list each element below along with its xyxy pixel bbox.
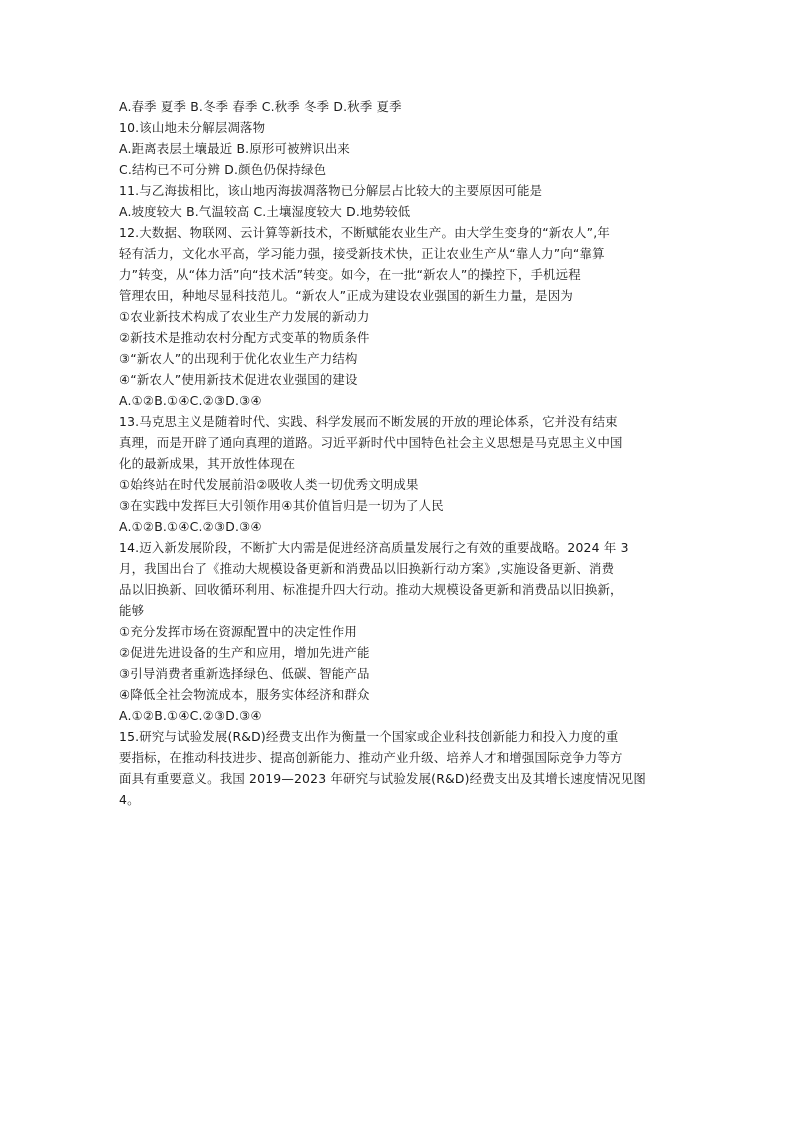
q10-options-cd: C.结构已不可分辨 D.颜色仍保持绿色 — [119, 162, 327, 177]
q14-option-2: ②促进先进设备的生产和应用，增加先进产能 — [119, 645, 370, 660]
q14-option-4: ④降低全社会物流成本，服务实体经济和群众 — [119, 687, 370, 702]
q10-options-ab: A.距离表层土壤最近 B.原形可被辨识出来 — [119, 141, 351, 156]
q14-answers: A.①②B.①④C.②③D.③④ — [119, 708, 262, 723]
q11-stem: 11.与乙海拔相比，该山地丙海拔凋落物已分解层占比较大的主要原因可能是 — [119, 183, 543, 198]
q12-option-4: ④“新农人”使用新技术促进农业强国的建设 — [119, 372, 358, 387]
q13-answers: A.①②B.①④C.②③D.③④ — [119, 519, 262, 534]
q13-option-34: ③在实践中发挥巨大引领作用④其价值旨归是一切为了人民 — [119, 498, 444, 513]
q13-option-12: ①始终站在时代发展前沿②吸收人类一切优秀文明成果 — [119, 477, 419, 492]
q12-answers: A.①②B.①④C.②③D.③④ — [119, 393, 262, 408]
q11-options: A.坡度较大 B.气温较高 C.土壤湿度较大 D.地势较低 — [119, 204, 411, 219]
q12-stem: 12.大数据、物联网、云计算等新技术，不断赋能农业生产。由大学生变身的“新农人”,年 轻有活力，文化水平高，学习能力强，接受新技术快，正让农业生产从“靠人力”向“靠算 力”转变，从“体力活”向“技术活”转变。如今，在一批“新农人”的操控下，手机远程 管理农田，种地尽显科技范儿。“新农人”正成为建设农业强国的新生力量，是因为 — [119, 225, 610, 303]
q12-option-2: ②新技术是推动农村分配方式变革的物质条件 — [119, 330, 370, 345]
q13-stem: 13.马克思主义是随着时代、实践、科学发展而不断发展的开放的理论体系，它并没有结束 真理，而是开辟了通向真理的道路。习近平新时代中国特色社会主义思想是马克思主义中国 化的最新成果，其开放性体现在 — [119, 414, 623, 471]
q14-option-1: ①充分发挥市场在资源配置中的决定性作用 — [119, 624, 357, 639]
q12-option-1: ①农业新技术构成了农业生产力发展的新动力 — [119, 309, 370, 324]
q10-stem: 10.该山地未分解层凋落物 — [119, 120, 266, 135]
q9-options: A.春季 夏季 B.冬季 春季 C.秋季 冬季 D.秋季 夏季 — [119, 99, 402, 114]
document-page — [119, 96, 679, 810]
q12-option-3: ③“新农人”的出现利于优化农业生产力结构 — [119, 351, 358, 366]
q14-stem: 14.迈入新发展阶段，不断扩大内需是促进经济高质量发展行之有效的重要战略。2024 年 3 月，我国出台了《推动大规模设备更新和消费品以旧换新行动方案》,实施设备更新、消费 品以旧换新、回收循环利用、标准提升四大行动。推动大规模设备更新和消费品以旧换新， 能够 — [119, 540, 629, 618]
q15-stem: 15.研究与试验发展(R&D)经费支出作为衡量一个国家或企业科技创新能力和投入力度的重 要指标，在推动科技进步、提高创新能力、推动产业升级、培养人才和增强国际竞争力等方 面具有重要意义。我国 2019—2023 年研究与试验发展(R&D)经费支出及其增长速度情况见图 4。 — [119, 729, 646, 807]
q14-option-3: ③引导消费者重新选择绿色、低碳、智能产品 — [119, 666, 370, 681]
